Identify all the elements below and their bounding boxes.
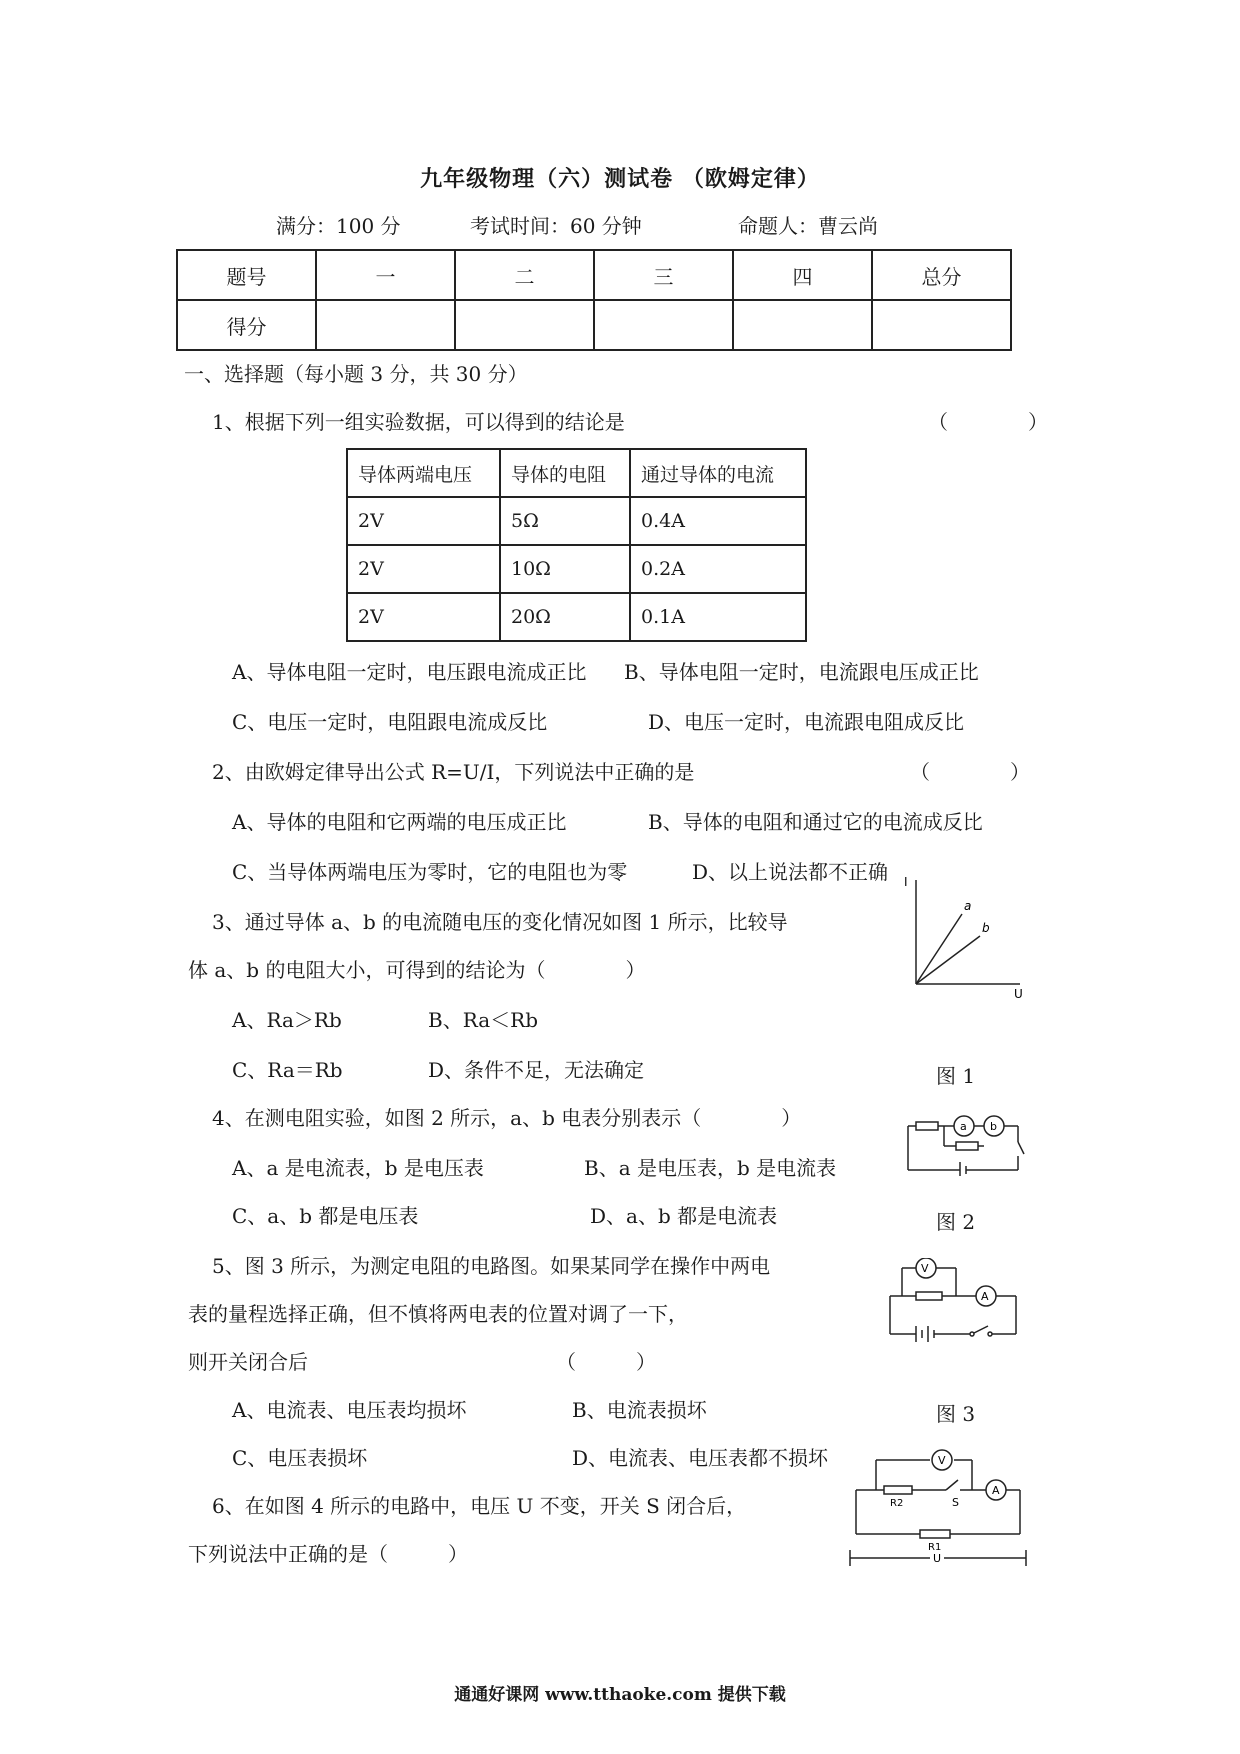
q1-option-d: D、电压一定时，电流跟电阻成反比 bbox=[648, 710, 965, 734]
question-6-stem-line1: 6、在如图 4 所示的电路中，电压 U 不变，开关 S 闭合后， bbox=[212, 1494, 747, 1518]
table-row bbox=[347, 593, 806, 641]
question-1-stem: 1、根据下列一组实验数据，可以得到的结论是 bbox=[212, 410, 625, 434]
q5-option-d: D、电流表、电压表都不损坏 bbox=[572, 1446, 829, 1470]
table-header-cell: 导体两端电压 bbox=[347, 449, 500, 497]
meter-a-label: a bbox=[960, 1120, 967, 1133]
resistor-r2 bbox=[884, 1486, 912, 1494]
question-5-bracket: （ ） bbox=[556, 1350, 656, 1374]
score-entry-cell bbox=[872, 300, 1011, 350]
voltage-label: U bbox=[933, 1552, 942, 1565]
table-cell: 0.1A bbox=[630, 593, 806, 641]
question-2-stem: 2、由欧姆定律导出公式 R=U/I，下列说法中正确的是 bbox=[212, 760, 695, 784]
table-row bbox=[347, 545, 806, 593]
score-table-score-row bbox=[177, 300, 1011, 350]
q4-option-c: C、a、b 都是电压表 bbox=[232, 1204, 419, 1228]
switch-label: S bbox=[952, 1496, 959, 1509]
table-cell: 2V bbox=[347, 497, 500, 545]
question-5-stem-line1: 5、图 3 所示，为测定电阻的电路图。如果某同学在操作中两电 bbox=[212, 1254, 771, 1278]
table-row bbox=[347, 497, 806, 545]
table-cell: 2V bbox=[347, 593, 500, 641]
table-cell: 2V bbox=[347, 545, 500, 593]
q5-option-c: C、电压表损坏 bbox=[232, 1446, 368, 1470]
table-cell: 二 bbox=[455, 250, 594, 300]
table-cell: 20Ω bbox=[500, 593, 630, 641]
x-axis-label: U bbox=[1014, 987, 1023, 1001]
q5-option-a: A、电流表、电压表均损坏 bbox=[232, 1398, 467, 1422]
table-cell: 四 bbox=[733, 250, 872, 300]
full-marks: 满分：100 分 bbox=[276, 214, 401, 238]
table-cell: 10Ω bbox=[500, 545, 630, 593]
q3-option-d: D、条件不足，无法确定 bbox=[428, 1058, 645, 1082]
table-cell: 总分 bbox=[872, 250, 1011, 300]
line-b-label: b bbox=[982, 921, 990, 935]
resistor-r1 bbox=[920, 1530, 950, 1538]
voltmeter-label: V bbox=[938, 1454, 946, 1467]
footer-credit: 通通好课网 www.tthaoke.com 提供下载 bbox=[454, 1685, 786, 1705]
score-entry-cell bbox=[594, 300, 733, 350]
ammeter-label: A bbox=[981, 1290, 989, 1303]
question-2-bracket: （ ） bbox=[910, 760, 1030, 784]
line-a-label: a bbox=[964, 899, 972, 913]
q4-option-a: A、a 是电流表，b 是电压表 bbox=[232, 1156, 484, 1180]
resistor bbox=[916, 1122, 938, 1130]
figure-1-label: 图 1 bbox=[936, 1064, 976, 1088]
score-entry-cell bbox=[455, 300, 594, 350]
q5-option-b: B、电流表损坏 bbox=[572, 1398, 707, 1422]
switch bbox=[1018, 1142, 1024, 1154]
voltmeter-label: V bbox=[921, 1262, 929, 1275]
score-table-header-row bbox=[177, 250, 1011, 300]
question-5-stem-line3: 则开关闭合后 bbox=[188, 1350, 308, 1374]
q3-option-a: A、Ra＞Rb bbox=[232, 1008, 342, 1032]
question-3-stem-line2: 体 a、b 的电阻大小，可得到的结论为（ ） bbox=[188, 958, 646, 982]
question-5-stem-line2: 表的量程选择正确，但不慎将两电表的位置对调了一下， bbox=[188, 1302, 688, 1326]
q4-option-b: B、a 是电压表，b 是电流表 bbox=[584, 1156, 837, 1180]
page-title: 九年级物理（六）测试卷 （欧姆定律） bbox=[420, 166, 820, 192]
r1-label: R1 bbox=[928, 1542, 942, 1553]
question-4-stem: 4、在测电阻实验，如图 2 所示，a、b 电表分别表示（ ） bbox=[212, 1106, 802, 1130]
r2-label: R2 bbox=[890, 1498, 904, 1509]
score-entry-cell bbox=[316, 300, 455, 350]
table-cell: 一 bbox=[316, 250, 455, 300]
switch-s bbox=[946, 1480, 958, 1490]
table-cell: 5Ω bbox=[500, 497, 630, 545]
score-table bbox=[176, 249, 1012, 351]
line-a bbox=[916, 914, 962, 984]
q2-option-c: C、当导体两端电压为零时，它的电阻也为零 bbox=[232, 860, 628, 884]
line-b bbox=[916, 936, 980, 984]
table-cell: 题号 bbox=[177, 250, 316, 300]
q2-option-b: B、导体的电阻和通过它的电流成反比 bbox=[648, 810, 983, 834]
figure-2-circuit bbox=[904, 1108, 1030, 1176]
table-header-row bbox=[347, 449, 806, 497]
table-header-cell: 导体的电阻 bbox=[500, 449, 630, 497]
q2-option-d: D、以上说法都不正确 bbox=[692, 860, 889, 884]
figure-3-label: 图 3 bbox=[936, 1402, 976, 1426]
figure-2-label: 图 2 bbox=[936, 1210, 976, 1234]
q3-option-c: C、Ra＝Rb bbox=[232, 1058, 343, 1082]
table-cell: 0.4A bbox=[630, 497, 806, 545]
resistor bbox=[916, 1292, 942, 1300]
q1-option-c: C、电压一定时，电阻跟电流成反比 bbox=[232, 710, 548, 734]
figure-4-circuit bbox=[846, 1446, 1030, 1570]
author: 命题人：曹云尚 bbox=[738, 214, 878, 238]
figure-1-iu-graph bbox=[896, 872, 1036, 1002]
q1-option-b: B、导体电阻一定时，电流跟电压成正比 bbox=[624, 660, 979, 684]
question-1-bracket: （ ） bbox=[928, 410, 1048, 434]
q4-option-d: D、a、b 都是电流表 bbox=[590, 1204, 778, 1228]
score-entry-cell bbox=[733, 300, 872, 350]
table-cell: 0.2A bbox=[630, 545, 806, 593]
table-cell: 三 bbox=[594, 250, 733, 300]
exam-time: 考试时间：60 分钟 bbox=[470, 214, 642, 238]
y-axis-label: I bbox=[904, 875, 908, 889]
figure-3-circuit bbox=[886, 1258, 1026, 1342]
q1-option-a: A、导体电阻一定时，电压跟电流成正比 bbox=[232, 660, 587, 684]
question-3-stem-line1: 3、通过导体 a、b 的电流随电压的变化情况如图 1 所示，比较导 bbox=[212, 910, 788, 934]
switch bbox=[970, 1332, 974, 1336]
question-6-stem-line2: 下列说法中正确的是（ ） bbox=[188, 1542, 468, 1566]
table-header-cell: 通过导体的电流 bbox=[630, 449, 806, 497]
q2-option-a: A、导体的电阻和它两端的电压成正比 bbox=[232, 810, 567, 834]
table-cell: 得分 bbox=[177, 300, 316, 350]
q3-option-b: B、Ra＜Rb bbox=[428, 1008, 538, 1032]
meter-b-label: b bbox=[990, 1120, 997, 1133]
ammeter-label: A bbox=[992, 1484, 1000, 1497]
experiment-data-table bbox=[346, 448, 807, 642]
section-heading: 一、选择题（每小题 3 分，共 30 分） bbox=[184, 362, 528, 386]
